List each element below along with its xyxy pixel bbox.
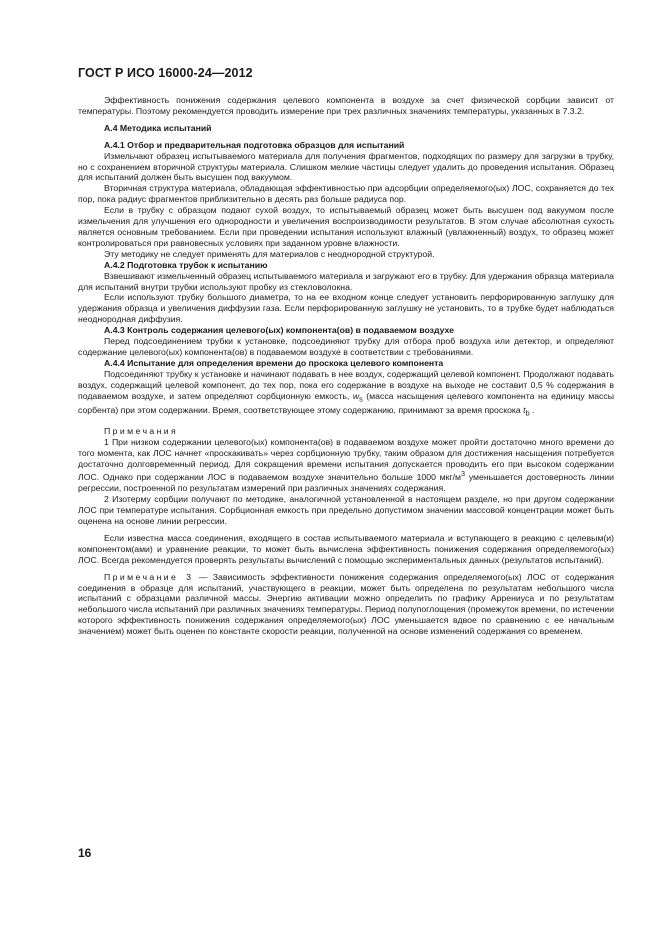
paragraph: Если в трубку с образцом подают сухой воздух, то испытываемый образец может быть высушен под вакуумом после измельчения для улучшения его однородности и увеличения воспроизводимости результатов. В этом случае абсолютная сухость является основным требованием. Если при проведении испытания используют влажный (увлажненный) воздух, то образец может контролироваться при равновесных условиях при заданном уровне влажности. [78,205,614,248]
notes-heading: Примечания [104,425,179,436]
paragraph: Измельчают образец испытываемого материала для получения фрагментов, подходящих по размеру для загрузки в трубку, но с сохранением вторичной структуры материала. Слишком мелкие частицы следует удалить до проведения испытания. Образец для испытаний должен быть высушен под вакуумом. [78,150,614,183]
capacity-symbol: w [352,390,360,401]
breakthrough-subscript: b [525,408,530,418]
paragraph: Перед подсоединением трубки к установке, подсоединяют трубку для отбора проб воздуха или детектор, и определяют содержание целевого(ых) компонента(ов) в подаваемом воздухе в соответствии с требованиями. [78,336,614,357]
note: 2 Изотерму сорбции получают по методике, аналогичной установленной в настоящем разделе, но при другом содержании ЛОС при температуре испытания. Сорбционная емкость при предельно допустимом значении массовой концентрации может быть оценена на основе линии регрессии. [78,494,614,526]
note-text: — Зависимость эффективности понижения содержания определяемого(ых) ЛОС от содержания соединения в образце для испытаний, участвующего в реакции, может быть определена по результатам небольшого числа испытаний с образцами различной массы. Энергию активации можно определить по графику Аррениуса и по результатам небольшого числа испытаний при различных значениях температуры. Период полупоглощения (промежуток времени, по истечении которого эффективность понижения содержания определяемого(ых) ЛОС уменьшается вдвое по сравнению с ее начальным значением) может быть оценен по константе скорости реакции, полученной на основе изменений содержания со временем. [78,571,614,637]
page-number: 16 [78,846,92,860]
paragraph: Эту методику не следует применять для материалов с неоднородной структурой. [104,248,435,259]
breakthrough-symbol: t [523,405,526,416]
cube-superscript: 3 [461,469,466,479]
note [78,572,614,637]
note-text: уменьшается достоверность линии регрессии, построенной по результатам измерений при различных значениях содержания. [78,472,615,494]
capacity-subscript: s [359,394,363,404]
paragraph: Если используют трубку большого диаметра, то на ее входном конце следует установить перфорированную заглушку для удержания образца и увеличения диффузии газа. Если перфорированную заглушку не установить, то в трубке будет наблюдаться неоднородная диффузия. [78,292,614,325]
paragraph: Взвешивают измельченный образец испытываемого материала и загружают его в трубку. Для удержания образца материала для испытаний внутри трубки используют пробку из стекловолокна. [78,270,614,292]
paragraph: Вторичная структура материала, обладающая эффективностью при адсорбции определяемого(ых) ЛОС, сохраняется до тех пор, пока радиус фрагментов приблизительно в десять раз больше радиуса пор. [78,183,614,205]
document-body [78,95,614,637]
paragraph: Подсоединяют трубку к установке и начинают подавать в нее воздух, содержащий целевой компонент. Продолжают подавать воздух, содержащий целевой компонент, до тех пор, пока его содержание в воздухе на выходе не составит 0,5 % содержания в подаваемом воздухе, и затем определяют сорбционную емкость, $w_s$ (масса насыщения целевого компонента на единицу массы сорбента) при этом содержании. Время, соответствующее этому содержанию, принимают за время проскока $t_b$ . [78,368,614,418]
subsection-heading: А.4.2 Подготовка трубок к испытанию [104,259,268,270]
note-text: 1 При низком содержании целевого(ых) компонента(ов) в подаваемом воздухе может пройти достаточно много времени до того момента, как ЛОС начнет «проскакивать» через сорбционную трубку, таким образом для достижения насыщения потребуется достаточно долговременный период. Для сокращения времени испытания допускается проводить его при высоком содержании ЛОС. Однако при содержании ЛОС в подаваемом воздухе значительно больше 1000 мкг/м [78,436,614,483]
note [78,437,614,494]
paragraph-text: Подсоединяют трубку к установке и начинают подавать в нее воздух, содержащий целевой компонент. Продолжают подавать воздух, содержащий целевой компонент, до тех пор, пока его содержание в воздухе на выходе не составит 0,5 % содержания в подаваемом воздухе, и затем определяют сорбционную емкость, [78,368,614,401]
paragraph: Эффективность понижения содержания целевого компонента в воздухе за счет физической сорбции зависит от температуры. Поэтому рекомендуется проводить измерение при трех различных значениях температуры, указанных в 7.3.2. [78,95,614,116]
subsection-heading: А.4.3 Контроль содержания целевого(ых) компонента(ов) в подаваемом воздухе [104,325,454,336]
subsection-heading: А.4.1 Отбор и предварительная подготовка образцов для испытаний [104,139,405,150]
paragraph: Если известна масса соединения, входящего в состав испытываемого материала и вступающего в реакцию с целевым(и) компонентом(ами) и уравнение реакции, то может быть вычислена эффективность понижения содержания определяемого(ых) ЛОС. Всегда рекомендуется проверять результаты вычислений с помощью экспериментальных данных (результатов испытаний). [78,532,614,565]
section-heading: А.4 Методика испытаний [104,122,212,133]
document-header: ГОСТ Р ИСО 16000-24—2012 [78,66,253,80]
paragraph-text: (масса насыщения целевого компонента на единицу массы сорбента) при этом содержании. Время, соответствующее этому содержанию, принимают за время проскока [78,390,614,416]
subsection-heading: А.4.4 Испытание для определения времени до проскока целевого компонента [104,357,444,368]
note-label: Примечание 3 [104,571,194,582]
